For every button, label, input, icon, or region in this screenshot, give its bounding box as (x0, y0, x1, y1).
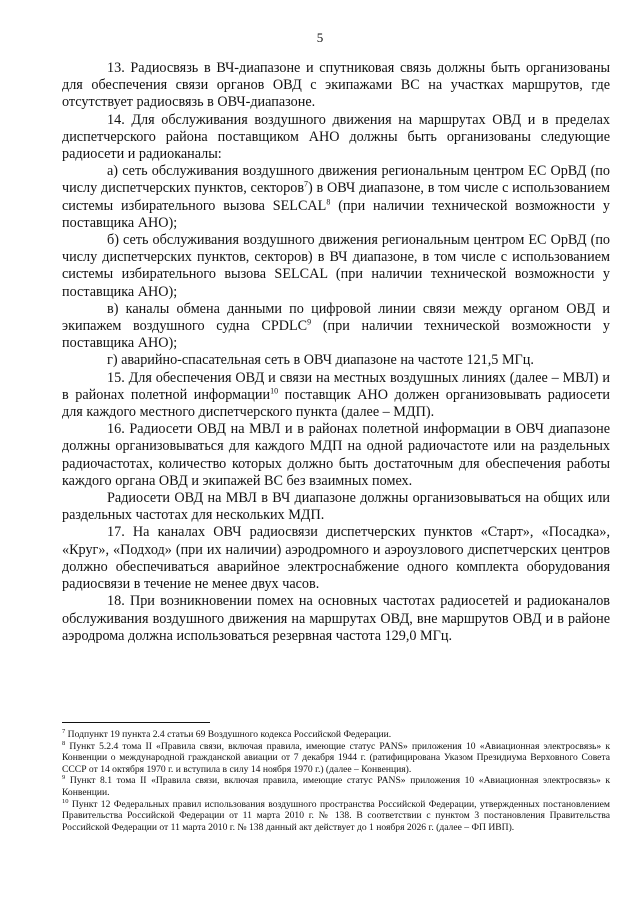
footnote-ref-10: 10 (270, 386, 279, 396)
paragraph-16-cont: Радиосети ОВД на МВЛ в ВЧ диапазоне должны организовываться на общих или раздельных частотах для нескольких МДП. (62, 490, 610, 524)
footnote-text: Подпункт 19 пункта 2.4 статьи 69 Воздушного кодекса Российской Федерации. (65, 729, 392, 740)
paragraph-18: 18. При возникновении помех на основных частотах радиосетей и радиоканалов обслуживания воздушного движения на маршрутах ОВД, вне маршрутов ОВД и в районе аэродрома должна использоваться резервная частота 129,0 МГц. (62, 593, 610, 644)
paragraph-14: 14. Для обслуживания воздушного движения на маршрутах ОВД и в пределах диспетчерского района поставщиком АНО должны быть организованы следующие радиосети и радиоканалы: (62, 111, 610, 163)
paragraph-14v-text-a: в) каналы обмена данными по цифровой линии связи между органом ОВД и экипажем воздушного судна CPDLC (62, 300, 610, 335)
paragraph-14g: г) аварийно-спасательная сеть в ОВЧ диапазоне на частоте 121,5 МГц. (107, 352, 534, 369)
paragraph-14b: б) сеть обслуживания воздушного движения региональным центром ЕС ОрВД (по числу диспетчерских пунктов, секторов) в ВЧ диапазоне, в том числе с использованием системы избирательного вызова SELCAL (при наличии технической возможности у поставщика АНО); (62, 232, 610, 300)
paragraph-15-text-b: поставщик АНО должен организовывать радиосети для каждого местного диспетчерского пункта (далее – МДП). (62, 386, 610, 421)
footnote-number: 9 (62, 774, 66, 782)
footnote-9 (62, 775, 610, 798)
paragraph-14v-text-b: (при наличии технической возможности у поставщика АНО); (62, 318, 610, 352)
footnote-8 (62, 741, 610, 776)
footnote-10 (62, 799, 610, 834)
footnote-text: Пункт 8.1 тома II «Правила связи, включая правила, имеющие статус PANS» приложения 10 «Авиационная электросвязь» к Конвенции. (62, 775, 610, 798)
footnote-7 (62, 729, 610, 741)
paragraph-17: 17. На каналах ОВЧ радиосвязи диспетчерских пунктов «Старт», «Посадка», «Круг», «Подход» (при их наличии) аэродромного и аэроузлового диспетчерских центров должно обеспечиваться аварийное электроснабжение одного комплекта оборудования радиосвязи в течение не менее двух часов. (62, 524, 610, 593)
footnote-text: Пункт 5.2.4 тома II «Правила связи, включая правила, имеющие статус PANS» приложения 10 «Авиационная электросвязь» к Конвенции о международной гражданской авиации от 7 декабря 1944 г. (ратифицирована Указом Президиума Верховного Совета СССР от 14 октября 1970 г. и вступила в силу 14 ноября 1970 г.) (далее – Конвенция). (62, 740, 610, 775)
paragraph-14a-text-b: ) в ОВЧ диапазоне, в том числе с использованием системы избирательного вызова SELCAL (62, 180, 610, 214)
footnote-number: 10 (62, 797, 69, 805)
document-body (62, 60, 610, 645)
footnote-text: Пункт 12 Федеральных правил использования воздушного пространства Российской Федерации, утвержденных постановлением Правительства Российской Федерации от 11 марта 2010 г. № 138. В соответствии с пунктом 3 постановления Правительства Российской Федерации от 11 марта 2010 г. № 138 данный акт действует до 1 ноября 2026 г. (далее – ФП ИВП). (62, 798, 610, 833)
footnote-ref-9: 9 (307, 317, 312, 327)
footnote-number: 8 (62, 739, 66, 747)
paragraph-15 (62, 370, 610, 422)
paragraph-16: 16. Радиосети ОВД на МВЛ и в районах полетной информации в ОВЧ диапазоне должны организовываться для каждого МДП на одной радиочастоте или на раздельных радиочастотах, количество которых должно быть достаточным для обеспечения работы каждого органа ОВД и экипажей ВС без взаимных помех. (62, 421, 610, 489)
footnote-number: 7 (62, 727, 66, 735)
page-number: 5 (316, 30, 324, 45)
footnote-divider (62, 722, 210, 723)
paragraph-15-text-a: 15. Для обеспечения ОВД и связи на местных воздушных линиях (далее – МВЛ) и в районах полетной информации (62, 369, 610, 403)
footnotes-section (62, 722, 610, 833)
paragraph-14v (62, 301, 610, 353)
footnote-ref-7: 7 (304, 179, 309, 189)
paragraph-13: 13. Радиосвязь в ВЧ-диапазоне и спутниковая связь должны быть организованы для обеспечения связи органов ОВД с экипажами ВС на участках маршрутов, где отсутствует радиосвязь в ОВЧ-диапазоне. (62, 60, 610, 111)
paragraph-14a-text-c: (при наличии технической возможности у поставщика АНО); (62, 197, 610, 231)
footnote-ref-8: 8 (326, 196, 331, 206)
paragraph-14a (62, 163, 610, 232)
paragraph-14a-text-a: а) сеть обслуживания воздушного движения региональным центром ЕС ОрВД (по числу диспетчерских пунктов, секторов (62, 163, 610, 197)
